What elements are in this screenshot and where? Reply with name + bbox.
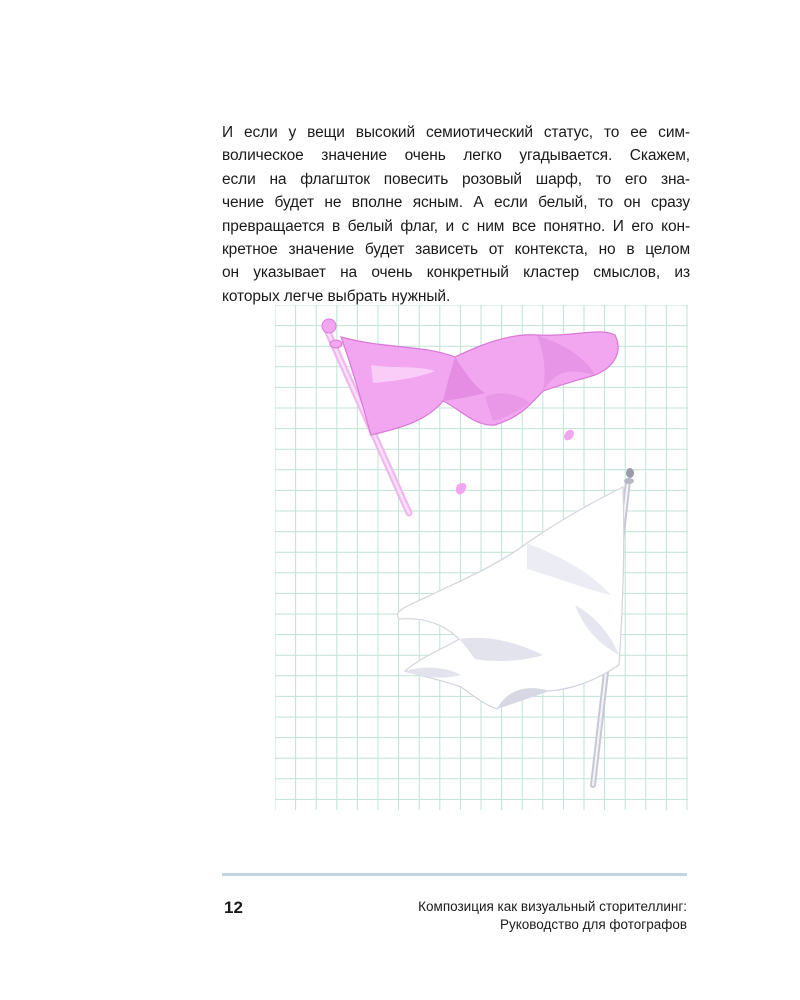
footer-rule xyxy=(222,873,687,876)
paragraph-line: волическое значение очень легко угадывается. Скажем, xyxy=(222,147,690,165)
pink-flag xyxy=(322,319,618,513)
flags-illustration xyxy=(275,305,688,810)
running-title xyxy=(418,898,687,934)
paragraph-line: чение будет не вполне ясным. А если белый, то он сразу xyxy=(222,194,690,212)
running-title-line: Руководство для фотографов xyxy=(499,917,687,932)
paragraph-line: превращается в белый флаг, и с ним все понятно. И его кон- xyxy=(222,217,690,235)
page-number: 12 xyxy=(224,898,243,917)
body-paragraph xyxy=(222,121,690,308)
paragraph-line: кретное значение будет зависеть от контекста, но в целом xyxy=(222,241,690,259)
paragraph-line: если на флагшток повесить розовый шарф, то его зна- xyxy=(222,170,690,188)
paragraph-line: которых легче выбрать нужный. xyxy=(222,287,451,305)
paragraph-line: он указывает на очень конкретный кластер смыслов, из xyxy=(222,264,690,282)
paragraph-line: И если у вещи высокий семиотический статус, то ее сим- xyxy=(222,124,690,141)
running-title-line: Композиция как визуальный сторителлинг: xyxy=(418,899,687,914)
flags-svg xyxy=(275,305,688,810)
